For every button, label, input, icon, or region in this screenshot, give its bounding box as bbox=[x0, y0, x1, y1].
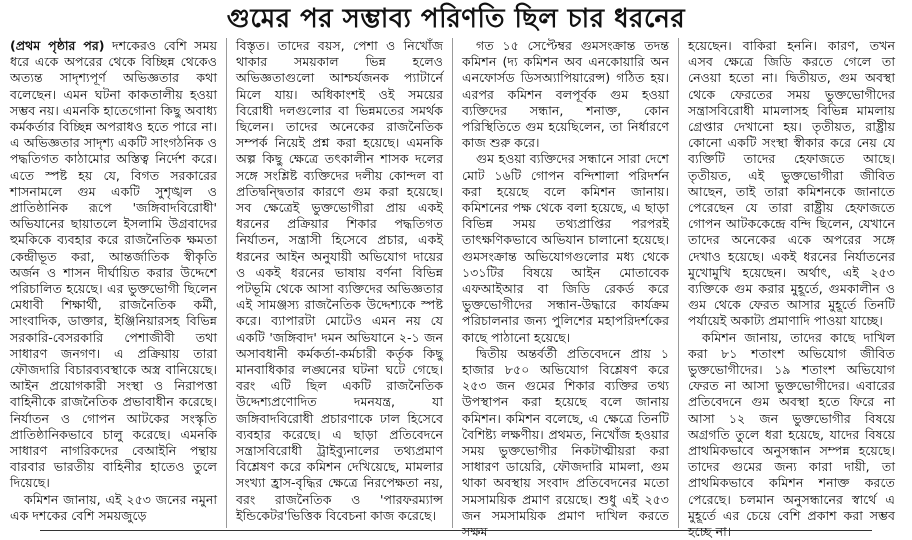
paragraph bbox=[10, 38, 217, 492]
column-3 bbox=[452, 38, 678, 540]
bottom-rule bbox=[40, 530, 872, 531]
paragraph: দ্বিতীয় অন্তর্বর্তী প্রতিবেদনে প্রায় ১ হাজার ৮৫০ অভিযোগ বিশ্লেষণ করে ২৫৩ জন গুমের শিকার ব্যক্তির তথ্য উপস্থাপন করা হয়েছে বলে জানায় কমিশন। কমিশন বলেছে, এ ক্ষেত্রে তিনটি বৈশিষ্ট্য লক্ষণীয়। প্রথমত, নিখোঁজ হওয়ার সময় ভুক্তভোগীর নিকটাত্মীয়রা করা সাধারণ ডায়েরি, ফৌজদারি মামলা, গুম থাকা অবস্থায় সংবাদ প্রতিবেদনের মতো সমসাময়িক প্রমাণ রয়েছে। শুধু এই ২৫৩ জন সমসাময়িক প্রমাণ দাখিল করতে সক্ষম bbox=[462, 345, 669, 540]
paragraph: বিস্তৃত। তাদের বয়স, পেশা ও নিখোঁজ থাকার সময়কাল ভিন্ন হলেও অভিজ্ঞতাগুলো আশ্চর্যজনক প্যাটার্নে মিলে যায়। অধিকাংশই ওই সময়ের বিরোধী দলগুলোর বা ভিন্নমতের সমর্থক ছিলেন। তাদের অনেকের রাজনৈতিক সম্পর্ক নিয়েই প্রশ্ন করা হয়েছে। এমনকি অল্প কিছু ক্ষেত্রে তৎকালীন শাসক দলের সঙ্গে সংশ্লিষ্ট ব্যক্তিদের দলীয় কোন্দল বা প্রতিদ্বন্দ্বিতার কারণে গুম করা হয়েছে। সব ক্ষেত্রেই ভুক্তভোগীরা প্রায় একই ধরনের প্রক্রিয়ার শিকার পদ্ধতিগত নির্যাতন, সন্ত্রাসী হিসেবে প্রচার, একই ধরনের আইন অনুযায়ী অভিযোগ দায়ের ও একই ধরনের ভাষায় বর্ণনা বিভিন্ন পটভূমি থেকে আসা ব্যক্তিদের অভিজ্ঞতার এই সামঞ্জস্য রাজনৈতিক উদ্দেশ্যকে স্পষ্ট করে। ব্যাপারটা মোটেও এমন নয় যে একটি 'জঙ্গিবাদ' দমন অভিযানে ২-১ জন অসাবধানী কর্মকর্তা-কর্মচারী কর্তৃক কিছু মানবাধিকার লঙ্ঘনের ঘটনা ঘটে গেছে। বরং এটি ছিল একটি রাজনৈতিক উদ্দেশ্যপ্রণোদিত দমনযন্ত্র, যা জঙ্গিবাদবিরোধী প্রচারণাকে ঢাল হিসেবে ব্যবহার করেছে। এ ছাড়া প্রতিবেদনে সন্ত্রাসবিরোধী ট্রাইব্যুনালের তথ্যপ্রমাণ বিশ্লেষণ করে কমিশন দেখিয়েছে, মামলার সংখ্যা হ্রাস-বৃদ্ধির ক্ষেত্রে নিরপেক্ষতা নয়, বরং রাজনৈতিক ও 'পারফরম্যান্স ইন্ডিকেটর'ভিত্তিক বিবেচনা কাজ করেছে। bbox=[236, 38, 443, 523]
column-4 bbox=[678, 38, 904, 540]
paragraph: গত ১৫ সেপ্টেম্বর গুমসংক্রান্ত তদন্ত কমিশন (দ্য কমিশন অব এনকোয়ারি অন এনফোর্সড ডিসঅ্যাপিয়ারেন্স) গঠিত হয়। এরপর কমিশন বলপূর্বক গুম হওয়া ব্যক্তিদের সন্ধান, শনাক্ত, কোন পরিস্থিতিতে গুম হয়েছিলেন, তা নির্ধারণে কাজ শুরু করে। bbox=[462, 38, 669, 151]
column-1 bbox=[8, 38, 226, 528]
article-columns bbox=[8, 38, 904, 540]
headline: গুমের পর সম্ভাব্য পরিণতি ছিল চার ধরনের bbox=[226, 4, 686, 34]
paragraph: গুম হওয়া ব্যক্তিদের সন্ধানে সারা দেশে মোট ১৬টি গোপন বন্দিশালা পরিদর্শন করা হয়েছে বলে কমিশন জানায়। কমিশনের পক্ষ থেকে বলা হয়েছে, এ ছাড়া বিভিন্ন সময় তথ্যপ্রাপ্তির পরপরই তাৎক্ষণিকভাবে অভিযান চালানো হয়েছে। গুমসংক্রান্ত অভিযোগগুলোর মধ্য থেকে ১৩১টির বিষয়ে আইন মোতাবেক এফআইআর বা জিডি রেকর্ড করে ভুক্তভোগীদের সন্ধান-উদ্ধারে কার্যক্রম পরিচালনার জন্য পুলিশের মহাপরিদর্শকের কাছে পাঠানো হয়েছে। bbox=[462, 151, 669, 345]
paragraph: কমিশন জানায়, এই ২৫৩ জনের নমুনা এক দশকের বেশি সময়জুড়ে bbox=[10, 491, 217, 523]
paragraph: কমিশন জানায়, তাদের কাছে দাখিল করা ৮১ শতাংশ অভিযোগ জীবিত ভুক্তভোগীদের। ১৯ শতাংশ অভিযোগ ফেরত না আসা ভুক্তভোগীদের। এবারের প্রতিবেদনে গুম অবস্থা হতে ফিরে না আসা ১২ জন ভুক্তভোগীর বিষয়ে অগ্রগতি তুলে ধরা হয়েছে, যাদের বিষয়ে প্রাথমিকভাবে অনুসন্ধান সম্পন্ন হয়েছে। তাদের গুমের জন্য কারা দায়ী, তা প্রাথমিকভাবে কমিশন শনাক্ত করতে পেরেছে। চলমান অনুসন্ধানের স্বার্থে এ মুহূর্তে এর চেয়ে বেশি প্রকাশ করা সম্ভব হচ্ছে না। bbox=[688, 329, 895, 540]
column-2 bbox=[226, 38, 452, 528]
paragraph-text: দশকেরও বেশি সময় ধরে একে অপরের থেকে বিচ্ছিন্ন থেকেও অত্যন্ত সাদৃশ্যপূর্ণ অভিজ্ঞতার কথা বলেছেন। এমন ঘটনা কাকতালীয় হওয়া সম্ভব নয়। এমনকি হাতেগোনা কিছু অবাধ্য কর্মকর্তার বিচ্ছিন্ন অপরাধও হতে পারে না। এ অভিজ্ঞতার সাদৃশ্য একটি সাংগঠনিক ও পদ্ধতিগত কাঠামোর অস্তিত্ব নির্দেশ করে। এতে স্পষ্ট হয় যে, বিগত সরকারের শাসনামলে গুম একটি সুশৃঙ্খল ও প্রাতিষ্ঠানিক রূপে 'জঙ্গিবাদবিরোধী' অভিযানের ছায়াতলে ইসলামি উগ্রবাদের হুমকিকে ব্যবহার করে রাজনৈতিক ক্ষমতা কেন্দ্রীভূত করা, আন্তর্জাতিক স্বীকৃতি অর্জন ও শাসন দীর্ঘায়িত করার উদ্দেশে পরিচালিত হয়েছে। এর ভুক্তভোগী ছিলেন মেধাবী শিক্ষার্থী, রাজনৈতিক কর্মী, সাংবাদিক, ডাক্তার, ইঞ্জিনিয়ারসহ বিভিন্ন সরকারি-বেসরকারি পেশাজীবী তথা সাধারণ জনগণ। এ প্রক্রিয়ায় তারা ফৌজদারি বিচারব্যবস্থাকে অস্ত্র বানিয়েছে। আইন প্রয়োগকারী সংস্থা ও নিরাপত্তা বাহিনীকে রাজনৈতিক প্রভাবাধীন করেছে। নির্যাতন ও গোপন আটকের সংস্কৃতি প্রাতিষ্ঠানিকভাবে চালু করেছে। এমনকি সাধারণ নাগরিকদের বেআইনি পন্থায় বারবার ভারতীয় বাহিনীর হাতেও তুলে দিয়েছে। bbox=[10, 38, 217, 491]
continued-from-label: (প্রথম পৃষ্ঠার পর) bbox=[10, 38, 105, 53]
paragraph: হয়েছেন। বাকিরা হননি। কারণ, তখন এসব ক্ষেত্রে জিডি করতে গেলে তা নেওয়া হতো না। দ্বিতীয়ত, গুম অবস্থা থেকে ফেরতের সময় ভুক্তভোগীদের সন্ত্রাসবিরোধী মামলাসহ বিভিন্ন মামলায় গ্রেপ্তার দেখানো হয়। তৃতীয়ত, রাষ্ট্রীয় কোনো একটি সংস্থা স্বীকার করে নেয় যে ব্যক্তিটি তাদের হেফাজতে আছে। তৃতীয়ত, এই ভুক্তভোগীরা জীবিত আছেন, তাই তারা কমিশনকে জানাতে পেরেছেন যে তারা রাষ্ট্রীয় হেফাজতে গোপন আটককেন্দ্রে বন্দি ছিলেন, যেখানে তাদের অনেকের একে অপরের সঙ্গে দেখাও হয়েছে। একই ধরনের নির্যাতনের মুখোমুখি হয়েছেন। অর্থাৎ, এই ২৫৩ ব্যক্তিকে গুম করার মুহূর্তে, গুমকালীন ও গুম থেকে ফেরত আসার মুহূর্তে তিনটি পর্যায়েই অকাট্য প্রমাণাদি পাওয়া যাচ্ছে। bbox=[688, 38, 895, 329]
